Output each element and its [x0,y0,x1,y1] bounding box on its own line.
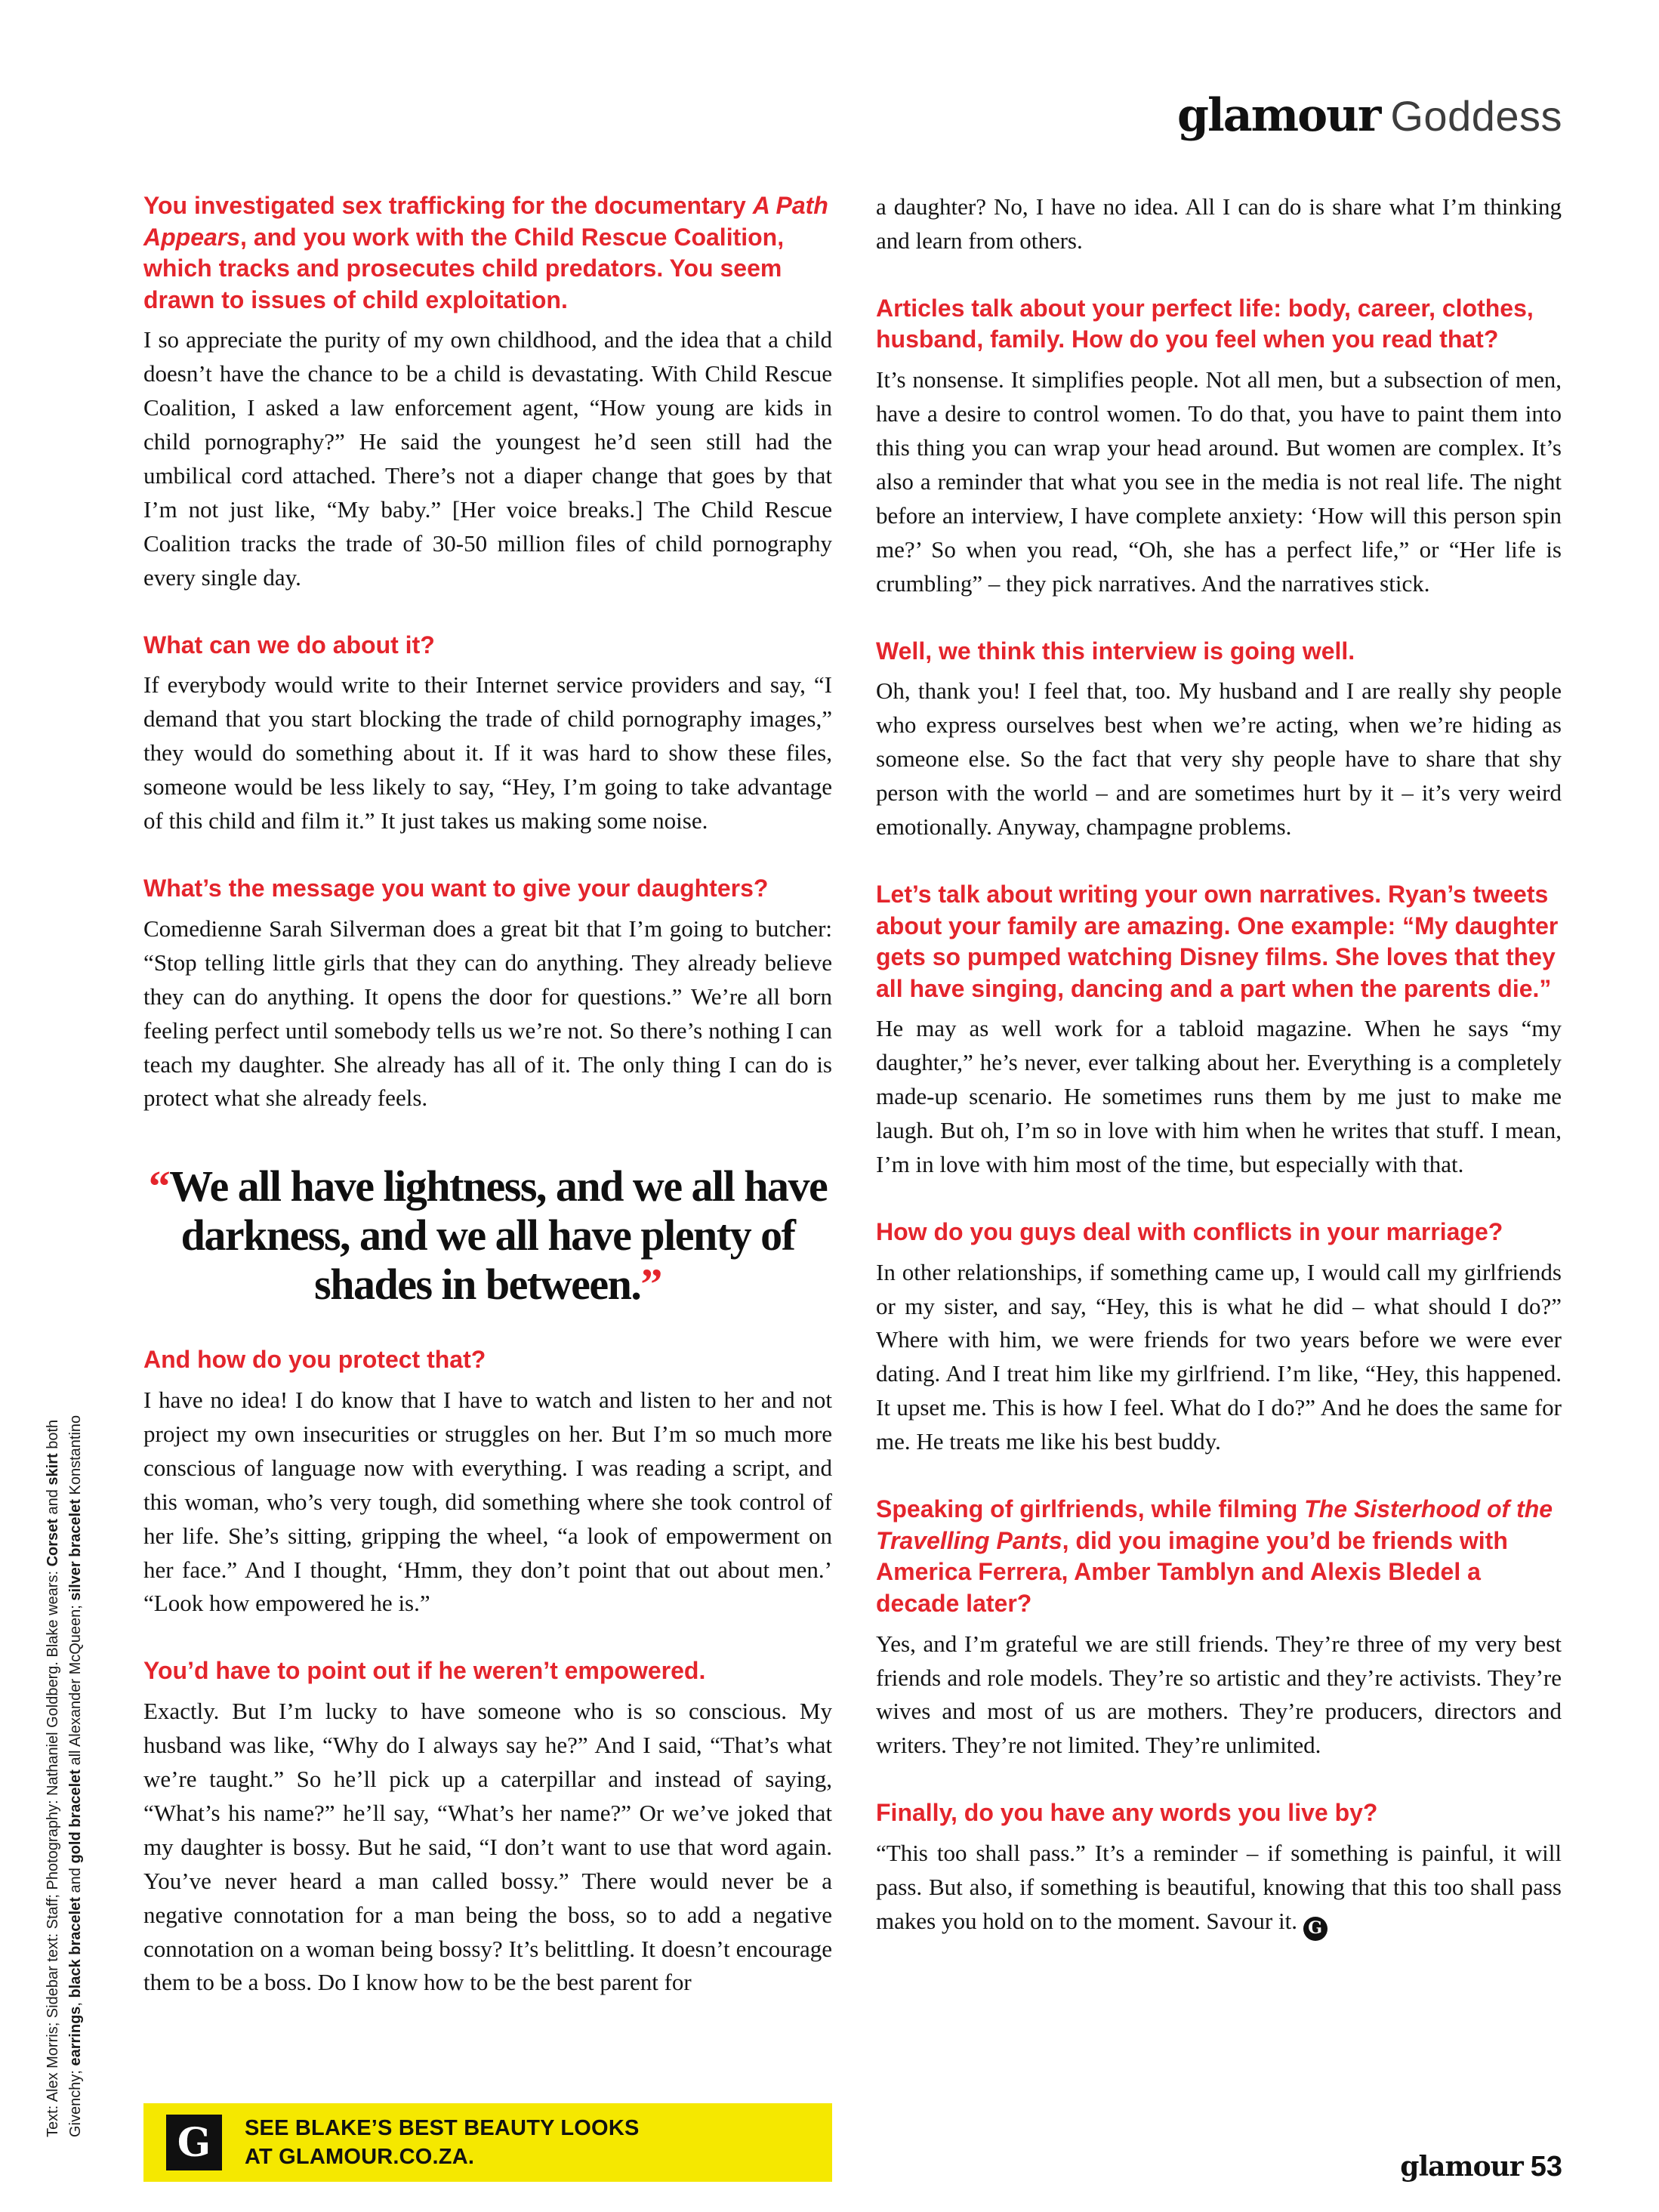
credits-line-1: Text: Alex Morris; Sidebar text: Staff; Photography: Nathaniel Goldberg. Blake wears: Corset and skirt both [45,1419,61,2137]
pull-quote-open-mark: “ [148,1162,170,1211]
answer-5: Exactly. But I’m lucky to have someone who is so conscious. My husband was like, “Why do I always say he?” And I said, “That’s what we’re taught.” So he’ll pick up a caterpillar and instead of saying, “What’s his name?” he’ll say, “What’s her name?” Or we’ve joked that my daughter is bossy. But he said, “I don’t want to use that word again. You’ve never heard a man called bossy.” There would never be a negative connotation for a man being the boss, so to add a negative connotation on a woman being bossy? It’s belittling. It doesn’t encourage them to be a boss. Do I know how to be the best parent for [143,1697,832,1996]
glamour-end-mark-icon: G [1303,1917,1328,1941]
left-column [143,190,832,2000]
answer-9: In other relationships, if something came up, I would call my girlfriends or my sister, and say, “Hey, this is what he did – what should I do?” Where with him, we were friends for two years before we were ever dating. And I treat him like my girlfriend. I’m like, “Hey, this happened. It upset me. This is how I feel. What do I do?” And he does the same for me. He treats me like his best buddy. [876,1258,1562,1455]
answer-10: Yes, and I’m grateful we are still friends. They’re three of my very best friends and role models. They’re so artistic and they’re activists. They’re wives and most of us are mothers. They’re producers, directors and writers. They’re not limited. They’re unlimited. [876,1630,1562,1759]
promo-line-2: AT GLAMOUR.CO.ZA. [245,2145,475,2169]
folio-page-number: 53 [1530,2151,1562,2183]
pull-quote-text: We all have lightness, and we all have darkness, and we all have plenty of shades in between. [169,1162,828,1310]
credits-sidebar [42,1148,87,2137]
glamour-g-logo-icon: G [166,2115,222,2170]
answer-1: I so appreciate the purity of my own childhood, and the idea that a child doesn’t have the chance to be a child is devastating. With Child Rescue Coalition, I asked a law enforcement agent, “How young are kids in child pornography?” He said the youngest he’d seen still had the umbilical cord attached. There’s not a diaper change that goes by that I’m not just like, “My baby.” [Her voice breaks.] The Child Rescue Coalition tracks the trade of 30-50 million files of child pornography every single day. [143,326,832,591]
question-10: Speaking of girlfriends, while filming The Sisterhood of the Travelling Pants, did you imagine you’d be friends with America Ferrera, Amber Tamblyn and Alexis Bledel a decade later? [876,1495,1553,1617]
question-11: Finally, do you have any words you live by? [876,1799,1378,1827]
page-folio [1400,2151,1562,2183]
masthead [1177,89,1562,142]
pull-quote [143,1162,832,1310]
question-8: Let’s talk about writing your own narratives. Ryan’s tweets about your family are amazing. One example: “My daughter gets so pumped watching Disney films. She loves that they all have singing, dancing and a part when the parents die.” [876,880,1559,1002]
answer-8: He may as well work for a tabloid magazine. When he says “my daughter,” he’s never, ever talking about her. Everything is a completely made-up scenario. He sometimes runs them by me just to make me laugh. But oh, I’m so in love with him when he writes that stuff. I mean, I’m in love with him most of the time, but especially with that. [876,1015,1562,1178]
answer-7: Oh, thank you! I feel that, too. My husband and I are really shy people who express ourselves best when we’re acting, when we’re hiding as someone else. So the fact that very shy people have to share that shy person with the world – and are sometimes hurt by it – it’s very weird emotionally. Anyway, champagne problems. [876,677,1562,840]
answer-6: It’s nonsense. It simplifies people. Not all men, but a subsection of men, have a desire to control women. To do that, you have to paint them into this thing you can wrap your head around. But women are complex. It’s also a reminder that what you see in the media is not real life. The night before an interview, I have complete anxiety: ‘How will this person spin me?’ So when you read, “Oh, she has a perfect life,” or “Her life is crumbling” – they pick narratives. And the narratives stick. [876,366,1562,597]
question-9: How do you guys deal with conflicts in your marriage? [876,1217,1503,1245]
question-5: You’d have to point out if he weren’t empowered. [143,1657,706,1685]
folio-brand: glamour [1400,2151,1523,2183]
promo-text [245,2114,640,2172]
question-7: Well, we think this interview is going well. [876,637,1355,665]
promo-line-1: SEE BLAKE’S BEST BEAUTY LOOKS [245,2115,640,2140]
answer-5-continued: a daughter? No, I have no idea. All I can do is share what I’m thinking and learn from others. [876,193,1562,254]
promo-url: GLAMOUR.CO.ZA [279,2145,468,2169]
pull-quote-close-mark: ” [640,1260,661,1310]
answer-4: I have no idea! I do know that I have to watch and listen to her and not project my own insecurities or struggles on her. But I’m so much more conscious of language now with everything. I was reading a script, and this woman, who’s very tough, did something where she took control of her life. She’s sitting, gripping the wheel, “a look of empowerment on her face.” And I thought, ‘Hmm, they don’t point that out about men.’ “Look how empowered he is.” [143,1386,832,1617]
answer-11: “This too shall pass.” It’s a reminder – if something is painful, it will pass. But also, if something is beautiful, knowing that this too shall pass makes you hold on to the moment. Savour it. G [876,1837,1562,1941]
question-2: What can we do about it? [143,631,435,659]
masthead-brand: glamour [1176,89,1380,142]
question-1: You investigated sex trafficking for the documentary A Path Appears, and you work with the Child Rescue Coalition, which tracks and prosecutes child predators. You seem drawn to issues of child exploitation. [143,192,828,313]
masthead-section: Goddess [1390,92,1562,140]
question-3: What’s the message you want to give your daughters? [143,875,769,902]
promo-banner [143,2103,832,2182]
question-4: And how do you protect that? [143,1346,486,1374]
credits-line-2: Givenchy; earrings, black bracelet and gold bracelet all Alexander McQueen; silver bracelet Konstantino [67,1415,84,2137]
answer-3: Comedienne Sarah Silverman does a great bit that I’m going to butcher: “Stop telling little girls that they can do anything. They already believe they can do anything. It opens the door for questions.” We’re all born feeling perfect until somebody tells us we’re not. So there’s nothing I can teach my daughter. She already has all of it. The only thing I can do is protect what she already feels. [143,915,832,1112]
right-column [876,190,1562,1941]
question-6: Articles talk about your perfect life: body, career, clothes, husband, family. How do you feel when you read that? [876,294,1534,353]
answer-2: If everybody would write to their Internet service providers and say, “I demand that you start blocking the trade of child pornography images,” they would do something about it. If it was hard to show these files, someone would be less likely to say, “Hey, I’m going to take advantage of this child and film it.” It just takes us making some noise. [143,671,832,835]
